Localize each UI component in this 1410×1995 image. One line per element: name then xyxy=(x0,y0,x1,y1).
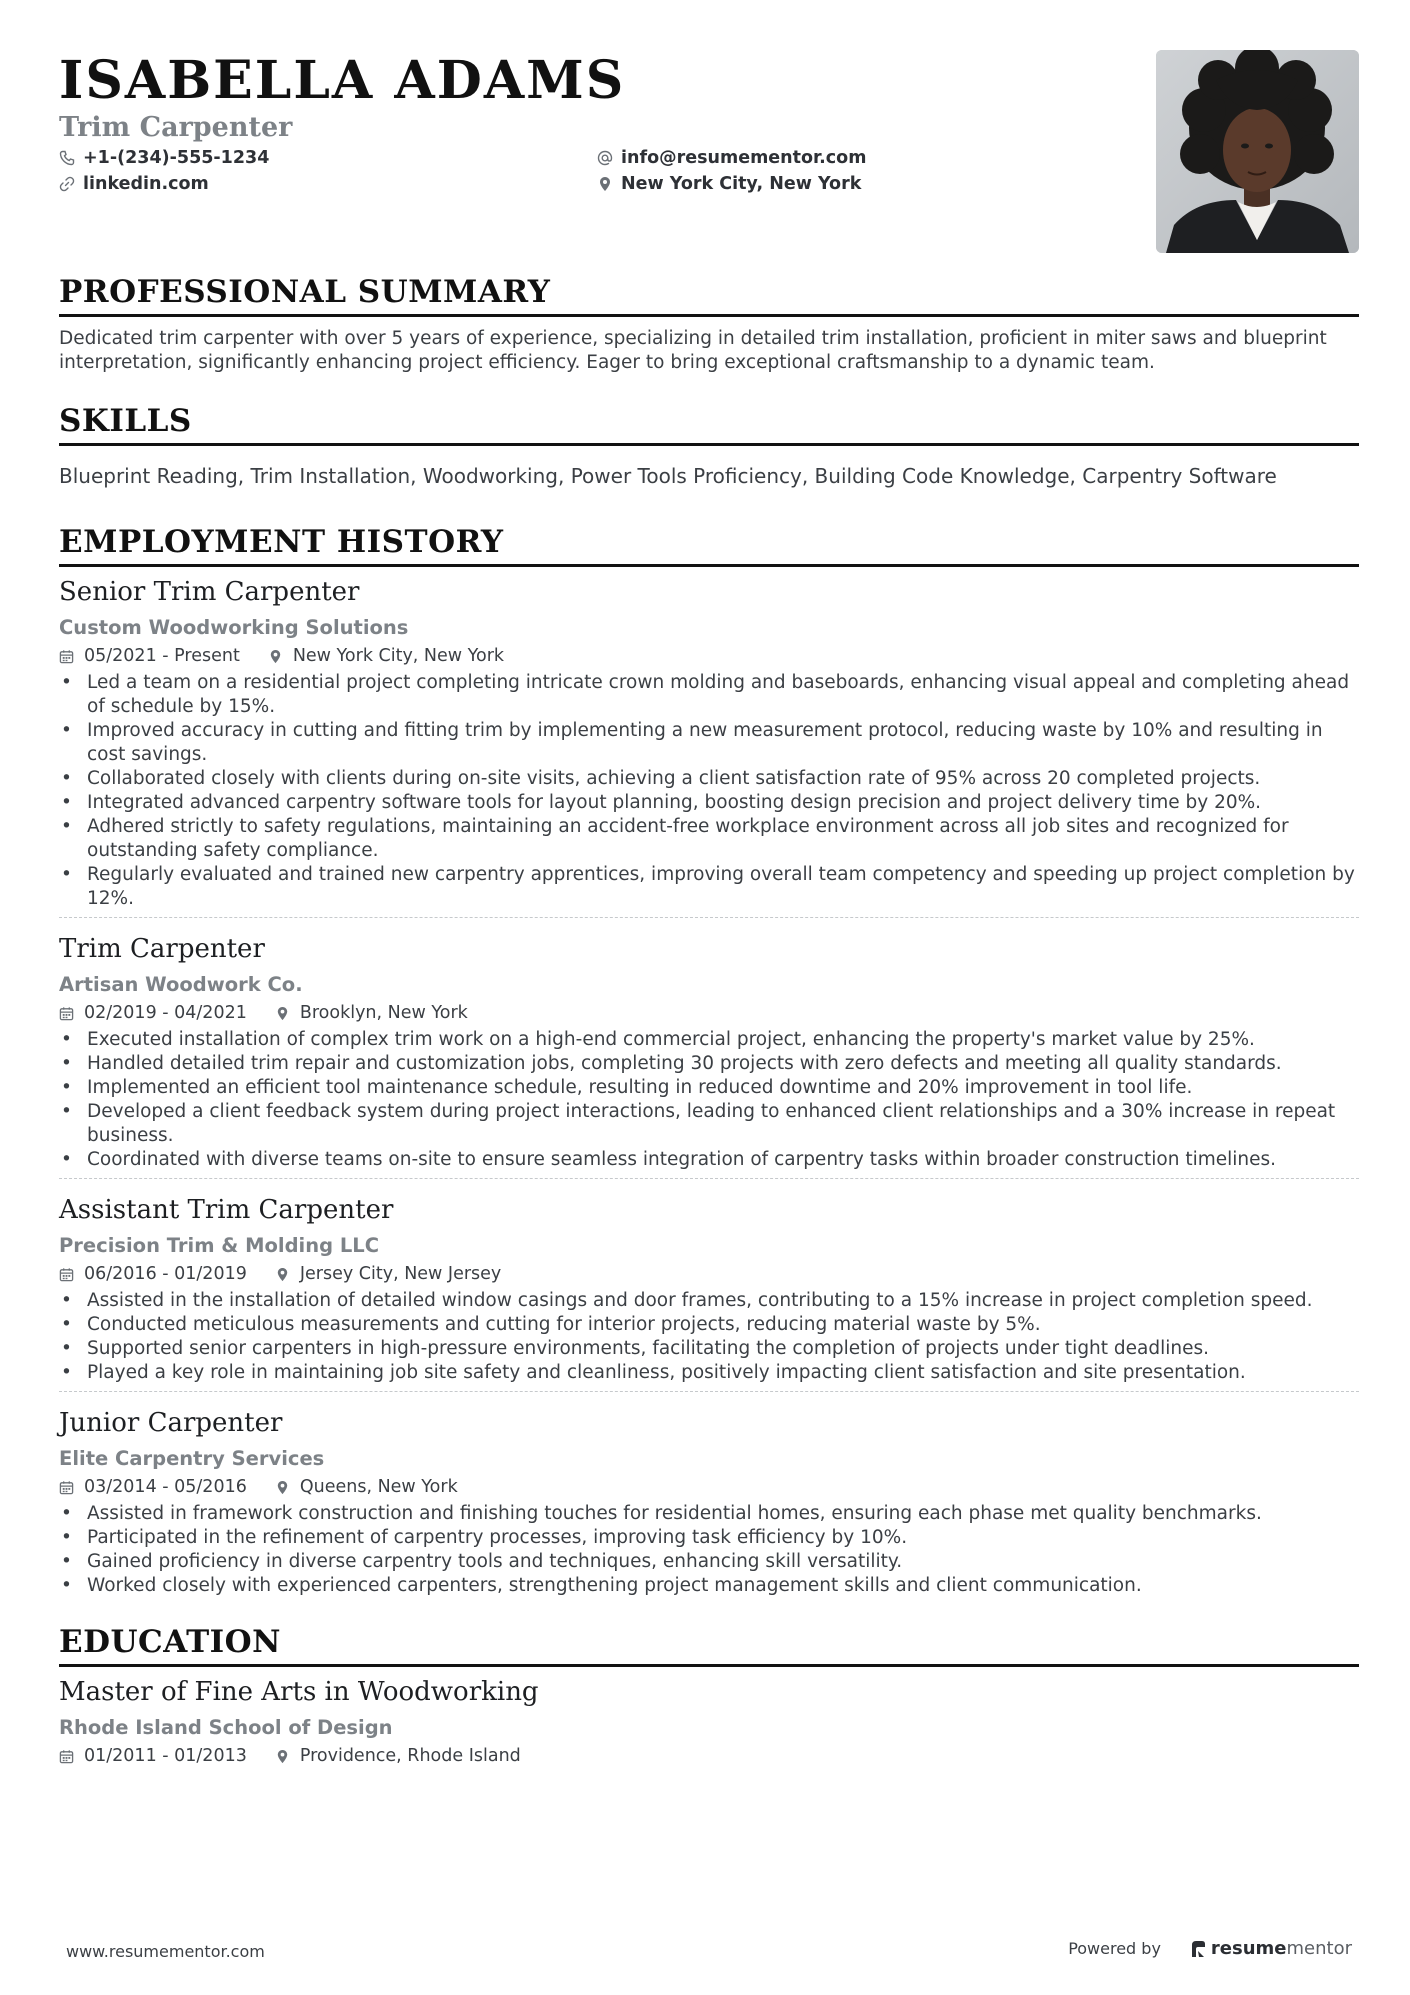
summary-text: Dedicated trim carpenter with over 5 years of experience, specializing in detailed trim installation, proficient in miter saws and blueprint interpretation, significantly enhancing project efficiency. Eager to bring exceptional craftsmanship to a dynamic team. xyxy=(59,328,1327,373)
map-pin-icon xyxy=(275,1480,290,1495)
map-pin-icon xyxy=(275,1267,290,1282)
employment-heading: EMPLOYMENT HISTORY xyxy=(59,522,1359,567)
skills-heading: SKILLS xyxy=(59,401,1359,446)
job-location-text: Jersey City, New Jersey xyxy=(299,1264,502,1284)
job-bullet: • Conducted meticulous measurements and cutting for interior projects, reducing material waste by 5%. xyxy=(59,1313,1359,1337)
job-bullets xyxy=(59,1502,1359,1598)
job-location-text: New York City, New York xyxy=(292,646,505,666)
job-bullet: • Coordinated with diverse teams on-site to ensure seamless integration of carpentry tasks within broader construction timelines. xyxy=(59,1148,1359,1172)
at-sign-icon xyxy=(597,150,613,166)
job-role: Senior Trim Carpenter xyxy=(59,577,360,607)
employment-section xyxy=(59,522,1359,1604)
map-pin-icon xyxy=(268,649,283,664)
degree-title: Master of Fine Arts in Woodworking xyxy=(59,1677,539,1707)
job-bullets xyxy=(59,1289,1359,1385)
job-bullet: • Collaborated closely with clients during on-site visits, achieving a client satisfaction rate of 95% across 20 completed projects. xyxy=(59,767,1359,791)
school-name: Rhode Island School of Design xyxy=(59,1716,393,1739)
job-bullet: • Assisted in the installation of detailed window casings and door frames, contributing to a 15% increase in project completion speed. xyxy=(59,1289,1359,1313)
portrait-image xyxy=(1156,50,1359,253)
logo-text-bold: resume xyxy=(1210,1938,1287,1959)
logo-text-light: mentor xyxy=(1286,1938,1352,1959)
job-location-text: Brooklyn, New York xyxy=(299,1003,468,1023)
job-bullet: • Played a key role in maintaining job site safety and cleanliness, positively impacting client satisfaction and site presentation. xyxy=(59,1361,1359,1385)
map-pin-icon xyxy=(597,176,613,192)
calendar-icon xyxy=(59,1749,74,1764)
skills-section xyxy=(59,401,1359,489)
job-meta xyxy=(59,645,1359,667)
company-name: Artisan Woodwork Co. xyxy=(59,973,303,996)
job-bullet: • Led a team on a residential project completing intricate crown molding and baseboards, enhancing visual appeal and completing ahead of schedule by 15%. xyxy=(59,671,1359,719)
job-role: Assistant Trim Carpenter xyxy=(59,1195,394,1225)
job-dates: 03/2014 - 05/2016 xyxy=(84,1477,247,1497)
summary-section xyxy=(59,272,1359,375)
location-text: New York City, New York xyxy=(621,174,862,194)
contact-email[interactable] xyxy=(597,148,866,168)
job-entry xyxy=(59,1178,1359,1391)
job-dates: 05/2021 - Present xyxy=(84,646,240,666)
job-list xyxy=(59,575,1359,1604)
link-icon xyxy=(59,176,75,192)
education-section xyxy=(59,1622,1359,1767)
job-bullets xyxy=(59,1028,1359,1172)
job-bullet: • Assisted in framework construction and finishing touches for residential homes, ensuring each phase met quality benchmarks. xyxy=(59,1502,1359,1526)
footer-website[interactable]: www.resumementor.com xyxy=(66,1942,265,1961)
education-heading: EDUCATION xyxy=(59,1622,1359,1667)
profile-photo xyxy=(1156,50,1359,253)
job-entry xyxy=(59,917,1359,1178)
job-dates: 06/2016 - 01/2019 xyxy=(84,1264,247,1284)
education-location xyxy=(275,1745,521,1767)
contact-linkedin[interactable] xyxy=(59,174,209,194)
contact-location xyxy=(597,174,861,194)
job-location xyxy=(268,645,504,667)
map-pin-icon xyxy=(275,1749,290,1764)
resumementor-logo[interactable] xyxy=(1189,1938,1352,1959)
calendar-icon xyxy=(59,1267,74,1282)
footer-powered-by xyxy=(1068,1938,1352,1959)
email-text: info@resumementor.com xyxy=(621,148,867,168)
job-entry xyxy=(59,575,1359,917)
job-location-text: Queens, New York xyxy=(299,1477,458,1497)
map-pin-icon xyxy=(275,1006,290,1021)
job-bullet: • Gained proficiency in diverse carpentry tools and techniques, enhancing skill versatility. xyxy=(59,1550,1359,1574)
job-location xyxy=(275,1263,501,1285)
job-bullet: • Integrated advanced carpentry software tools for layout planning, boosting design precision and project delivery time by 20%. xyxy=(59,791,1359,815)
linkedin-text: linkedin.com xyxy=(83,174,209,194)
job-meta xyxy=(59,1002,1359,1024)
job-bullet: • Executed installation of complex trim work on a high-end commercial project, enhancing the property's market value by 25%. xyxy=(59,1028,1359,1052)
company-name: Elite Carpentry Services xyxy=(59,1447,325,1470)
job-bullet: • Developed a client feedback system during project interactions, leading to enhanced client relationships and a 30% increase in repeat business. xyxy=(59,1100,1359,1148)
education-dates: 01/2011 - 01/2013 xyxy=(84,1746,247,1766)
job-bullet: • Participated in the refinement of carpentry processes, improving task efficiency by 10%. xyxy=(59,1526,1359,1550)
job-bullet: • Worked closely with experienced carpenters, strengthening project management skills and client communication. xyxy=(59,1574,1359,1598)
job-meta xyxy=(59,1263,1359,1285)
job-bullet: • Handled detailed trim repair and customization jobs, completing 30 projects with zero defects and meeting all quality standards. xyxy=(59,1052,1359,1076)
job-location xyxy=(275,1002,468,1024)
job-location xyxy=(275,1476,458,1498)
job-dates: 02/2019 - 04/2021 xyxy=(84,1003,247,1023)
job-bullets xyxy=(59,671,1359,911)
job-bullet: • Adhered strictly to safety regulations, maintaining an accident-free workplace environment across all job sites and recognized for outstanding safety compliance. xyxy=(59,815,1359,863)
candidate-title: Trim Carpenter xyxy=(59,112,293,143)
education-meta xyxy=(59,1745,1359,1767)
contact-phone[interactable] xyxy=(59,148,269,168)
education-location-text: Providence, Rhode Island xyxy=(299,1746,521,1766)
summary-heading: PROFESSIONAL SUMMARY xyxy=(59,272,1359,317)
calendar-icon xyxy=(59,1006,74,1021)
job-entry xyxy=(59,1391,1359,1604)
job-bullet: • Supported senior carpenters in high-pressure environments, facilitating the completion of projects under tight deadlines. xyxy=(59,1337,1359,1361)
phone-text: +1-(234)-555-1234 xyxy=(83,148,270,168)
skills-text: Blueprint Reading, Trim Installation, Woodworking, Power Tools Proficiency, Building Code Knowledge, Carpentry Software xyxy=(59,464,1277,488)
job-role: Junior Carpenter xyxy=(59,1408,283,1438)
candidate-name: ISABELLA ADAMS xyxy=(59,50,626,111)
calendar-icon xyxy=(59,1480,74,1495)
job-role: Trim Carpenter xyxy=(59,934,265,964)
job-bullet: • Improved accuracy in cutting and fitting trim by implementing a new measurement protocol, reducing waste by 10% and resulting in cost savings. xyxy=(59,719,1359,767)
job-meta xyxy=(59,1476,1359,1498)
calendar-icon xyxy=(59,649,74,664)
resumementor-logo-icon xyxy=(1189,1939,1207,1959)
phone-icon xyxy=(59,150,75,166)
powered-by-text: Powered by xyxy=(1068,1939,1161,1958)
company-name: Precision Trim & Molding LLC xyxy=(59,1234,380,1257)
job-bullet: • Implemented an efficient tool maintenance schedule, resulting in reduced downtime and 20% improvement in tool life. xyxy=(59,1076,1359,1100)
company-name: Custom Woodworking Solutions xyxy=(59,616,409,639)
job-bullet: • Regularly evaluated and trained new carpentry apprentices, improving overall team competency and speeding up project completion by 12%. xyxy=(59,863,1359,911)
